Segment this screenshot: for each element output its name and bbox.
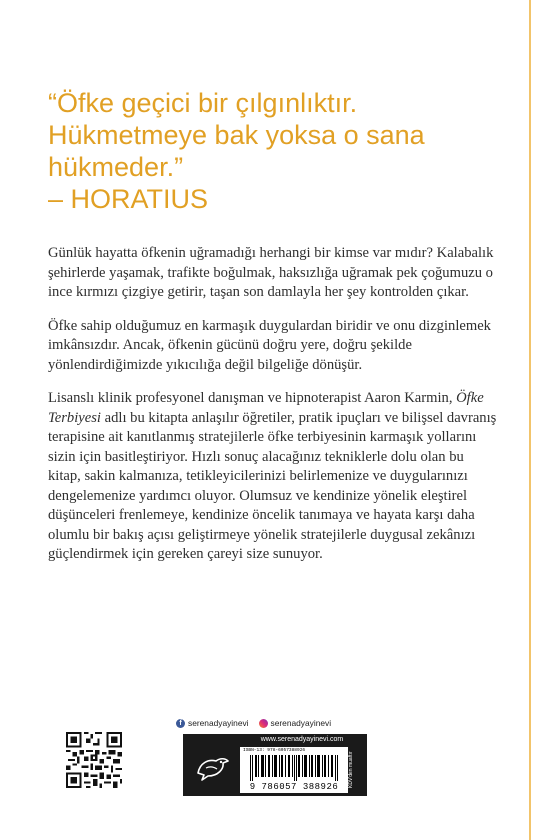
isbn-label: ISBN-13: 978-6057388926 <box>243 748 306 753</box>
quote-line-2: Hükmetmeye bak yoksa o sana <box>48 120 425 150</box>
paragraph-3-rest: adlı bu kitapta anlaşılır öğretiler, pratik ipuçları ve bilişsel davranış terapisine ait kanıtlanmış stratejilerle öfke terbiyesinin karmaşık yollarını sizin için basitleştiriyor. Hızlı sonuç alacağınız tekniklerle dolu olan bu kitap, sakin kalmanıza, tetikleyicilerinizi belirlemenize ve duygularınızı dengelemenize yardımcı oluyor. Olumsuz ve kendinize yönelik eleştirel düşünceleri frenlemeye, kendinize öncelik tanımaya ve hayata karşı daha olumlu bir bakış açısı geliştirmeye yönelik stratejilerle duygusal zekânızı güçlendirmek için gereken çareyi size sunuyor. <box>48 409 497 562</box>
quote-author: – HORATIUS <box>48 184 209 214</box>
book-title: Öfke Terbiyesi <box>48 390 484 426</box>
publisher-bird-logo-icon <box>192 749 232 785</box>
facebook-icon: f <box>176 719 185 728</box>
social-links <box>176 716 368 730</box>
isbn-digits: 9 786057 388926 <box>249 782 339 792</box>
blurb <box>48 244 500 579</box>
quote-line-1: “Öfke geçici bir çılgınlıktır. <box>48 88 358 118</box>
facebook-handle: serenadyayinevi <box>188 718 249 728</box>
qr-code <box>66 732 122 788</box>
epigraph <box>48 87 518 215</box>
quote-line-3: hükmeder.” <box>48 152 184 182</box>
barcode <box>250 755 340 781</box>
paragraph-3-start: Lisanslı klinik profesyonel danışman ve hipnoterapist Aaron Karmin, <box>48 390 457 406</box>
publisher-url[interactable]: www.serenadyayinevi.com <box>260 736 344 743</box>
instagram-icon <box>259 719 268 728</box>
vat-note: KDV'den muaftır <box>348 751 354 789</box>
instagram-handle: serenadyayinevi <box>270 718 332 728</box>
facebook-link[interactable] <box>176 718 249 728</box>
paragraph-3 <box>48 389 500 565</box>
instagram-link[interactable] <box>259 718 332 728</box>
spine-edge <box>529 0 531 840</box>
paragraph-2: Öfke sahip olduğumuz en karmaşık duygulardan biridir ve onu dizginlemek imkânsızdır. Ancak, öfkenin gücünü doğru yere, doğru şekilde yönlendirdiğimizde yıkıcılığa değil bilgeliğe dönüşür. <box>48 317 491 373</box>
paragraph-1: Günlük hayatta öfkenin uğramadığı herhangi bir kimse var mıdır? Kalabalık şehirlerde yaşamak, trafikte boğulmak, haksızlığa uğramak pek çoğumuzu o ince kırmızı çizgiye getirir, taşan son damlayla her şey kontrolden çıkar. <box>48 245 494 300</box>
